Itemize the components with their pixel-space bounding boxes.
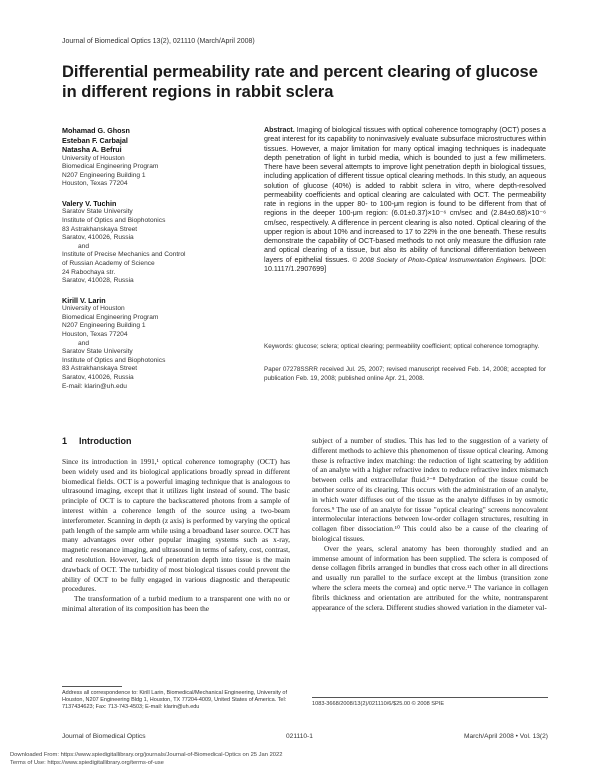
author-list xyxy=(62,126,262,401)
issn-line: 1083-3668/2008/13(2)/021110/6/$25.00 © 2008 SPIE xyxy=(312,697,548,707)
affiliation-line: 24 Rabochaya str. xyxy=(62,268,116,276)
journal-header: Journal of Biomedical Optics 13(2), 021110 (March/April 2008) xyxy=(62,38,255,45)
terms-line[interactable]: Terms of Use: https://www.spiedigitallibrary.org/terms-of-use xyxy=(10,759,164,766)
author-group-3 xyxy=(62,296,262,391)
affiliation-line: Saratov, 410026, Russia xyxy=(62,373,134,381)
affiliation-line: Houston, Texas 77204 xyxy=(62,180,128,188)
author-name: Kirill V. Larin xyxy=(62,295,106,305)
body-paragraph: subject of a number of studies. This has led to the suggestion of a variety of different methods to achieve this phenomenon of tissue optical clearing. Among these is refractive index matching: the reduction of light scattering by addition of an analyte with a higher refractive index to reduce refractive index mismatch between cells and extracellular fluid.²⁻⁸ Dehydration of the tissue could be another source of its clearing. This occurs with the administration of an analyte, in which water diffuses out of the tissue as the analyte diffuses in by osmotic forces.⁹ The use of an analyte for tissue "optical clearing" screens noncovalent intermolecular interactions between low-order collagen structures, resulting in collagen fiber dissociation.¹⁰ This could also be a cause of the clearing of biological tissues. xyxy=(312,436,548,543)
author-group-1 xyxy=(62,126,262,189)
paper-history: Paper 07278SSRR received Jul. 25, 2007; revised manuscript received Feb. 14, 2008; accepted for publication Feb. 19, 2008; published online Apr. 21, 2008. xyxy=(264,366,546,382)
affiliation-line: N207 Engineering Building 1 xyxy=(62,171,146,179)
affiliation-line: Institute of Precise Mechanics and Control xyxy=(62,251,186,259)
affiliation-line: Biomedical Engineering Program xyxy=(62,313,159,321)
author-name: Mohamad G. Ghosn xyxy=(62,126,130,135)
correspondence-footnote: Address all correspondence to: Kirill Larin, Biomedical/Mechanical Engineering, University of Houston, N207 Engineering Bldg 1, Houston, TX 77204-4009, United States of America. Tel: 7137434623; Fax: 713-743-4503; E-mail: klarin@uh.edu xyxy=(62,690,287,711)
doi-link[interactable]: [DOI: 10.1117/1.2907699] xyxy=(264,255,546,273)
copyright-line: © 2008 Society of Photo-Optical Instrumentation Engineers. xyxy=(352,256,527,264)
section-number: 1 xyxy=(62,436,68,446)
footer-article-number: 021110-1 xyxy=(286,733,313,740)
body-column-right xyxy=(312,436,548,612)
affiliation-line: of Russian Academy of Science xyxy=(62,259,155,267)
affiliation-line: University of Houston xyxy=(62,154,125,162)
body-paragraph: Over the years, scleral anatomy has been thoroughly studied and an immense amount of information has been supplied. The sclera is composed of dense collagen fibrils arranged in bundles that cross each other in all directions and usually run parallel to the surface except at the limbus (transition zone where the sclera meets the cornea) and optic nerve.¹¹ The variance in collagen fibrils thickness and orientation are attributed for the white, nontransparent appearance of the sclera. Different studies showed variation in the diameter val- xyxy=(312,543,548,612)
abstract-label: Abstract. xyxy=(264,126,295,134)
affiliation-line: University of Houston xyxy=(62,305,125,313)
body-paragraph: The transformation of a turbid medium to a transparent one with no or minimal alteration of its composition has been the xyxy=(62,594,290,613)
affiliation-line: and xyxy=(78,339,90,347)
abstract xyxy=(264,126,546,274)
keywords: Keywords: glucose; sclera; optical clearing; permeability coefficient; optical coherence tomography. xyxy=(264,343,540,350)
paper-title: Differential permeability rate and percent clearing of glucose in different regions in rabbit sclera xyxy=(62,63,538,101)
download-notice xyxy=(10,752,282,767)
footer-issue: March/April 2008 • Vol. 13(2) xyxy=(463,733,548,740)
affiliation-line: Biomedical Engineering Program xyxy=(62,163,159,171)
affiliation-line: Saratov State University xyxy=(62,208,133,216)
author-name: Esteban F. Carbajal xyxy=(62,135,128,145)
affiliation-line: N207 Engineering Building 1 xyxy=(62,322,146,330)
affiliation-line: Institute of Optics and Biophotonics xyxy=(62,356,166,364)
footnote-rule xyxy=(62,686,122,687)
affiliation-line: and xyxy=(78,242,90,250)
download-line[interactable]: Downloaded From: https://www.spiedigitallibrary.org/journals/Journal-of-Biomedical-Optics on 25 Jan 2022 xyxy=(10,752,283,758)
affiliation-line: Saratov, 410026, Russia xyxy=(62,234,134,242)
footer-journal: Journal of Biomedical Optics xyxy=(62,733,146,740)
author-name: Valery V. Tuchin xyxy=(62,198,117,208)
affiliation-line: Houston, Texas 77204 xyxy=(62,331,128,338)
email-link[interactable]: E-mail: klarin@uh.edu xyxy=(62,382,127,390)
affiliation-line: Institute of Optics and Biophotonics xyxy=(62,216,166,224)
author-name: Natasha A. Befrui xyxy=(62,145,122,154)
abstract-text: Imaging of biological tissues with optical coherence tomography (OCT) poses a great interest for its capability to noninvasively evaluate subsurface microstructures within tissues. However, a major limitation for many optical imaging techniques is inadequate depth penetration of light in turbid media, which is bounded to just a few millimeters. There have been several attempts to improve light penetration depth in biological tissues, including application of different tissue optical clearing methods. In this study, an aqueous solution of glucose (40%) is added to rabbit sclera in vitro, where depth-resolved permeability coefficients and optical clearing are calculated with OCT. The permeability rate in regions in the upper 80- to 100-μm region is found to be different from that of regions in the deeper 100-μm region: (6.01±0.37)×10⁻⁶ cm/sec and (2.84±0.68)×10⁻⁶ cm/sec, respectively. A difference in percent clearing is also noted. Optical clearing of the upper region is about 10% and increased to 17 to 22% in the one beneath. These results demonstrate the capability of OCT-based methods to not only measure the diffusion rate and optical clearing of a tissue, but also its ability of functional differentiation between layers of epithelial tissues. xyxy=(264,126,546,264)
affiliation-line: 83 Astrakhanskaya Street xyxy=(62,365,138,373)
affiliation-line: Saratov State University xyxy=(62,348,133,356)
body-column-left xyxy=(62,457,290,614)
author-group-2 xyxy=(62,199,262,286)
body-paragraph: Since its introduction in 1991,¹ optical coherence tomography (OCT) has been widely used and its biological applications broadly spread in different biomedical fields. OCT is a powerful imaging technique that is analogous to ultrasound imaging, except that it utilizes light instead of sound. The basic principle of OCT is to capture the backscattered photons from a sample of interest within a coherence length of the source using a two-beam interferometer. Scanning in depth (z axis) is performed by varying the optical path length of the sample arm while using a broadband laser source. OCT has many advantages over other popular imaging systems such as x-ray, magnetic resonance imaging, and ultrasound in terms of safety, cost, contrast, and resolution. However, lack of penetration depth into tissue is the main drawback of OCT. The turbidity of most biological tissues could prevent the ability of OCT to be fully engaged in various diagnostic and therapeutic procedures. xyxy=(62,457,290,594)
section-heading xyxy=(62,436,144,446)
affiliation-line: 83 Astrakhanskaya Street xyxy=(62,225,138,233)
section-title: Introduction xyxy=(79,436,132,446)
affiliation-line: Saratov, 410028, Russia xyxy=(62,277,134,285)
